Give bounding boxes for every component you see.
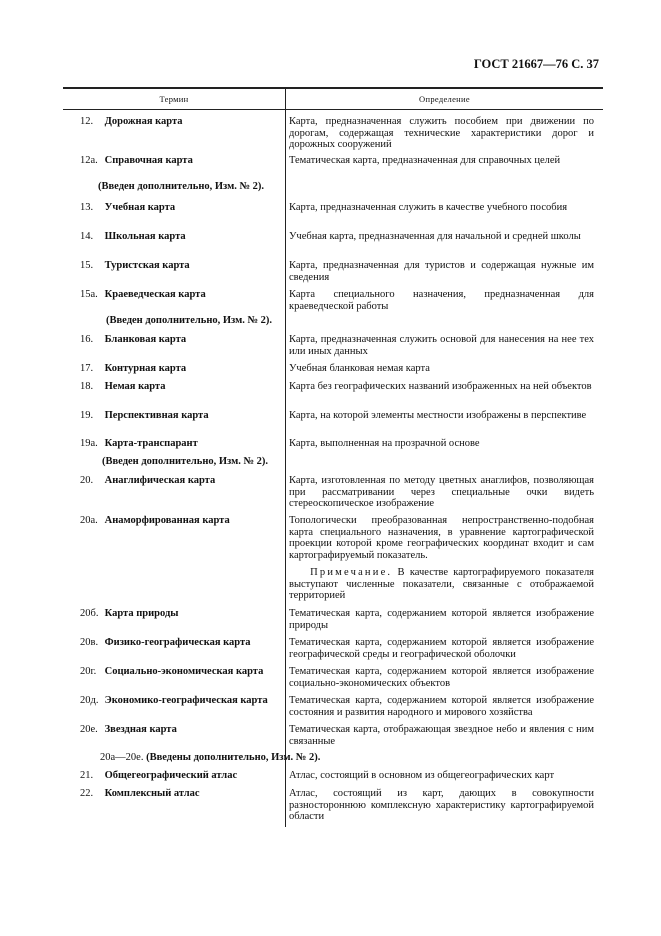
term-name: Перспективная карта bbox=[104, 410, 209, 421]
term-name: Немая карта bbox=[104, 381, 166, 392]
term-row-16 bbox=[80, 334, 285, 346]
definition-12: Карта, предназначенная служить пособием при движении по дорогам, содержащая технические характеристики дорог и дорожных сооружений bbox=[289, 116, 594, 150]
amendment-note bbox=[98, 181, 264, 193]
term-number: 20. bbox=[80, 475, 94, 486]
term-row-20b bbox=[80, 608, 285, 620]
note-lead: Примечание. bbox=[310, 567, 393, 578]
term-number: 22. bbox=[80, 788, 94, 799]
definition-21: Атлас, состоящий в основном из общегеографических карт bbox=[289, 770, 555, 781]
amendment-text: (Введен дополнительно, Изм. № 2). bbox=[98, 181, 265, 192]
definition-18: Карта без географических названий изображенных на ней объектов bbox=[289, 381, 592, 392]
definition-20: Карта, изготовленная по методу цветных анаглифов, позволяющая при рассматривании через специальные очки видеть стереоскопическое изображение bbox=[289, 475, 594, 509]
term-number: 20в. bbox=[80, 637, 99, 648]
term-name: Дорожная карта bbox=[104, 116, 183, 127]
definition-14: Учебная карта, предназначенная для начальной и средней школы bbox=[289, 231, 581, 242]
term-number: 18. bbox=[80, 381, 94, 392]
term-name: Комплексный атлас bbox=[104, 788, 200, 799]
definition-20d: Тематическая карта, содержанием которой является изображение состояния и развития народного и мирового хозяйства bbox=[289, 695, 594, 718]
term-row-20 bbox=[80, 475, 285, 487]
term-name: Звездная карта bbox=[104, 724, 177, 735]
definition-19: Карта, на которой элементы местности изображены в перспективе bbox=[289, 410, 587, 421]
term-number: 20е. bbox=[80, 724, 98, 735]
term-row-12 bbox=[80, 116, 285, 128]
amendment-text: (Введены дополнительно, Изм. № 2). bbox=[146, 752, 321, 763]
page-header: ГОСТ 21667—76 С. 37 bbox=[473, 57, 599, 71]
term-row-18 bbox=[80, 381, 285, 393]
definition-20b: Тематическая карта, содержанием которой является изображение природы bbox=[289, 608, 594, 631]
term-row-13 bbox=[80, 202, 285, 214]
term-row-20a bbox=[80, 515, 285, 527]
term-number: 15а. bbox=[80, 289, 98, 300]
term-name: Экономико-географическая карта bbox=[104, 695, 268, 706]
term-row-12a bbox=[80, 155, 285, 167]
term-number: 20а. bbox=[80, 515, 98, 526]
term-name: Анаморфированная карта bbox=[104, 515, 230, 526]
definition-13: Карта, предназначенная служить в качестве учебного пособия bbox=[289, 202, 568, 213]
amendment-prefix: 20а—20е. bbox=[100, 752, 144, 763]
amendment-note bbox=[102, 456, 268, 468]
definition-20v: Тематическая карта, содержанием которой является изображение географической среды и географической оболочки bbox=[289, 637, 594, 660]
amendment-note bbox=[106, 315, 272, 327]
term-row-19 bbox=[80, 410, 285, 422]
note-text: В качестве картографируемого показателя выступают численные показатели, связанные с отображаемой территорией bbox=[289, 567, 595, 601]
definition-15: Карта, предназначенная для туристов и содержащая нужные им сведения bbox=[289, 260, 594, 283]
term-number: 21. bbox=[80, 770, 94, 781]
column-header-term: Термин bbox=[159, 93, 189, 104]
term-name: Школьная карта bbox=[104, 231, 186, 242]
term-name: Социально-экономическая карта bbox=[104, 666, 264, 677]
term-number: 12а. bbox=[80, 155, 98, 166]
term-name: Контурная карта bbox=[104, 363, 187, 374]
term-row-21 bbox=[80, 770, 285, 782]
term-row-22 bbox=[80, 788, 285, 800]
term-name: Краеведческая карта bbox=[104, 289, 206, 300]
amendment-text: (Введен дополнительно, Изм. № 2). bbox=[106, 315, 273, 326]
term-name: Бланковая карта bbox=[104, 334, 187, 345]
term-number: 20б. bbox=[80, 608, 99, 619]
term-row-15 bbox=[80, 260, 285, 272]
term-name: Туристская карта bbox=[104, 260, 190, 271]
term-number: 20г. bbox=[80, 666, 97, 677]
definition-20g: Тематическая карта, содержанием которой является изображение социально-экономических объектов bbox=[289, 666, 594, 689]
term-row-20g bbox=[80, 666, 285, 678]
definition-15a: Карта специального назначения, предназначенная для краеведческой работы bbox=[289, 289, 594, 312]
definition-19a: Карта, выполненная на прозрачной основе bbox=[289, 438, 480, 449]
term-number: 17. bbox=[80, 363, 94, 374]
term-row-20d bbox=[80, 695, 285, 707]
note-20a bbox=[289, 567, 594, 602]
term-name: Карта-транспарант bbox=[104, 438, 198, 449]
amendment-text: (Введен дополнительно, Изм. № 2). bbox=[102, 456, 269, 467]
term-name: Справочная карта bbox=[104, 155, 193, 166]
term-row-20e bbox=[80, 724, 285, 736]
term-number: 20д. bbox=[80, 695, 99, 706]
definition-12a: Тематическая карта, предназначенная для справочных целей bbox=[289, 155, 561, 166]
term-row-19a bbox=[80, 438, 285, 450]
definition-16: Карта, предназначенная служить основой для нанесения на нее тех или иных данных bbox=[289, 334, 594, 357]
term-name: Общегеографический атлас bbox=[104, 770, 238, 781]
term-row-14 bbox=[80, 231, 285, 243]
term-number: 12. bbox=[80, 116, 94, 127]
term-name: Учебная карта bbox=[104, 202, 176, 213]
amendment-note bbox=[100, 752, 320, 764]
definition-20a: Топологически преобразованная непространственно-подобная карта специального назначения, в уравнение картографической проекции которой кроме географических координат входит и сам картографируемый показатель. bbox=[289, 515, 594, 561]
term-name: Физико-географическая карта bbox=[104, 637, 251, 648]
term-number: 15. bbox=[80, 260, 94, 271]
term-row-20v bbox=[80, 637, 285, 649]
term-number: 19. bbox=[80, 410, 94, 421]
term-row-15a bbox=[80, 289, 285, 301]
term-row-17 bbox=[80, 363, 285, 375]
term-number: 16. bbox=[80, 334, 94, 345]
term-name: Карта природы bbox=[104, 608, 179, 619]
column-header-definition: Определение bbox=[419, 93, 470, 104]
definition-22: Атлас, состоящий из карт, дающих в совокупности разностороннюю комплексную характеристику картографируемой области bbox=[289, 788, 594, 822]
column-divider bbox=[285, 87, 286, 827]
term-name: Анаглифическая карта bbox=[104, 475, 216, 486]
definition-17: Учебная бланковая немая карта bbox=[289, 363, 430, 374]
term-number: 19а. bbox=[80, 438, 98, 449]
term-number: 14. bbox=[80, 231, 94, 242]
definition-20e: Тематическая карта, отображающая звездное небо и явления с ним связанные bbox=[289, 724, 594, 747]
term-number: 13. bbox=[80, 202, 94, 213]
